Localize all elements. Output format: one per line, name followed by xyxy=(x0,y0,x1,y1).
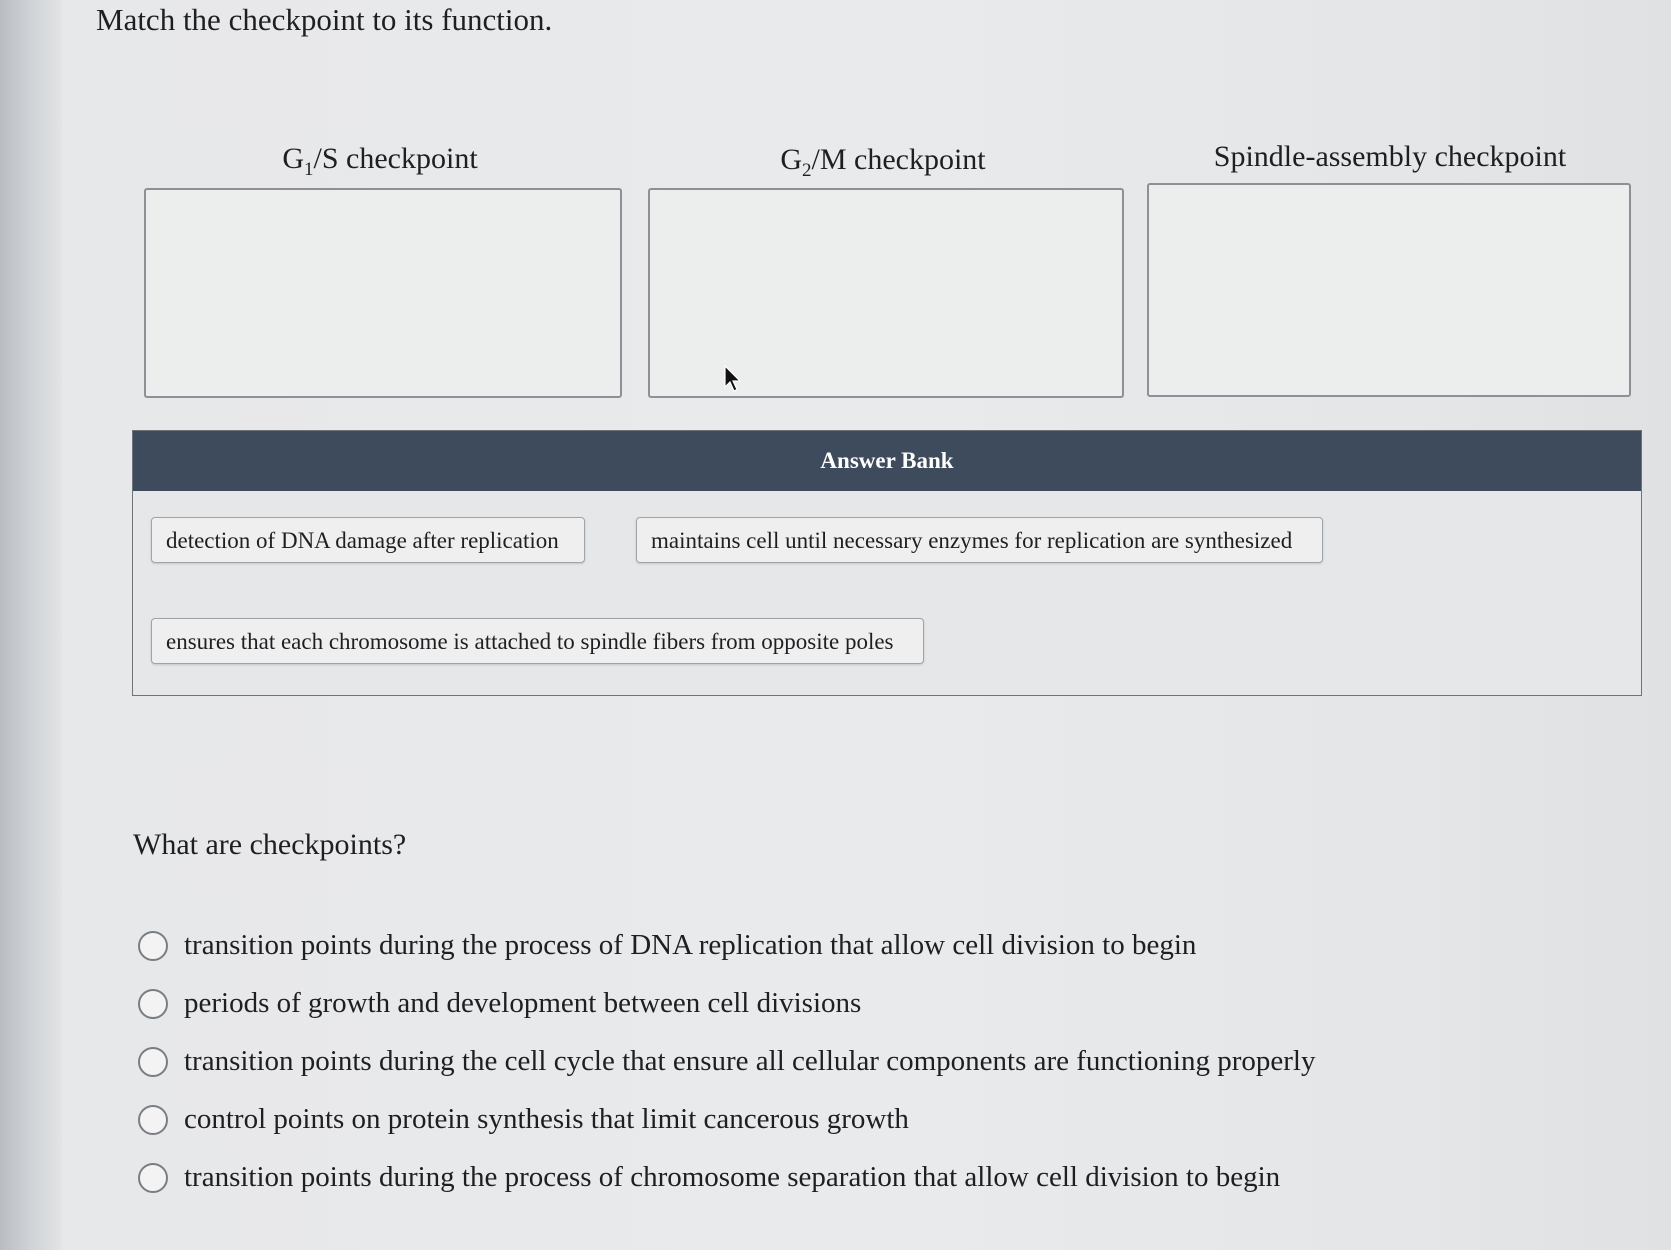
radio-button[interactable] xyxy=(138,931,168,961)
radio-button[interactable] xyxy=(138,1163,168,1193)
answer-chip-dna-damage[interactable]: detection of DNA damage after replication xyxy=(151,517,585,563)
answer-chip-spindle-fibers[interactable]: ensures that each chromosome is attached to spindle fibers from opposite poles xyxy=(151,618,924,664)
answer-chip-enzymes[interactable]: maintains cell until necessary enzymes for replication are synthesized xyxy=(636,517,1323,563)
target-label-g2m: $G_2/M$ checkpoint xyxy=(780,143,986,181)
followup-prompt: What are checkpoints? xyxy=(133,828,407,861)
left-edge xyxy=(0,0,62,1250)
drop-zone-g1s[interactable] xyxy=(144,188,622,398)
option-row[interactable] xyxy=(138,1161,1280,1194)
radio-button[interactable] xyxy=(138,1047,168,1077)
option-text[interactable]: transition points during the process of DNA replication that allow cell division to begin xyxy=(184,929,1197,961)
target-label-g1s: $G_1/S$ checkpoint xyxy=(282,142,478,180)
option-text[interactable]: control points on protein synthesis that limit cancerous growth xyxy=(184,1103,909,1135)
option-row[interactable] xyxy=(138,1045,1315,1078)
drop-zone-g2m[interactable] xyxy=(648,188,1124,398)
answer-bank xyxy=(132,430,1642,696)
drop-zone-spindle[interactable] xyxy=(1147,183,1631,397)
question-title: Match the checkpoint to its function. xyxy=(96,2,553,37)
radio-button[interactable] xyxy=(138,1105,168,1135)
radio-button[interactable] xyxy=(138,989,168,1019)
option-row[interactable] xyxy=(138,929,1196,962)
option-text[interactable]: periods of growth and development between cell divisions xyxy=(184,987,862,1019)
option-row[interactable] xyxy=(138,987,861,1020)
option-text[interactable]: transition points during the process of chromosome separation that allow cell division to begin xyxy=(184,1161,1281,1193)
mouse-cursor-icon xyxy=(724,365,742,393)
option-row[interactable] xyxy=(138,1103,909,1136)
option-text[interactable]: transition points during the cell cycle that ensure all cellular components are functioning properly xyxy=(184,1045,1316,1077)
answer-bank-header: Answer Bank xyxy=(133,431,1641,491)
target-label-spindle: Spindle-assembly checkpoint xyxy=(1213,140,1567,173)
